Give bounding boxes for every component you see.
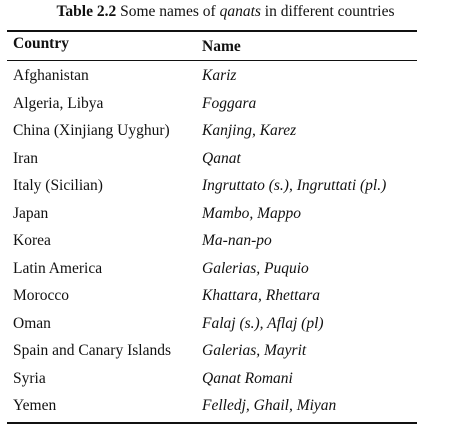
table-row bbox=[0, 284, 451, 312]
table-row bbox=[0, 64, 451, 92]
caption-text-after: in different countries bbox=[260, 3, 395, 20]
name-cell: Khattara, Rhettara bbox=[202, 287, 320, 304]
country-cell: Oman bbox=[13, 314, 51, 332]
country-cell: Iran bbox=[13, 149, 38, 167]
table-row bbox=[0, 174, 451, 202]
table-caption bbox=[0, 3, 451, 21]
name-cell: Mambo, Mappo bbox=[202, 204, 302, 222]
table-row bbox=[0, 229, 451, 257]
table-row bbox=[0, 394, 451, 422]
name-cell: Ma-nan-po bbox=[202, 232, 272, 249]
table-row bbox=[0, 339, 451, 367]
table-bottom-rule bbox=[7, 422, 417, 424]
name-cell: Kariz bbox=[202, 67, 237, 84]
name-cell: Galerias, Mayrit bbox=[202, 342, 307, 359]
country-cell: Spain and Canary Islands bbox=[13, 342, 171, 359]
table-row bbox=[0, 202, 451, 230]
table-row bbox=[0, 312, 451, 340]
country-cell: Morocco bbox=[13, 287, 69, 304]
table-body bbox=[0, 64, 451, 422]
country-cell: Japan bbox=[13, 204, 49, 222]
country-cell: China (Xinjiang Uyghur) bbox=[13, 122, 170, 139]
table-row bbox=[0, 92, 451, 120]
table-row bbox=[0, 147, 451, 175]
table-top-rule bbox=[7, 30, 417, 32]
column-header-country: Country bbox=[13, 35, 69, 52]
country-cell: Italy (Sicilian) bbox=[13, 177, 103, 194]
table-row bbox=[0, 257, 451, 285]
name-cell: Galerias, Puquio bbox=[202, 259, 309, 277]
caption-emphasis: qanats bbox=[219, 3, 261, 20]
name-cell: Foggara bbox=[202, 94, 257, 112]
country-cell: Afghanistan bbox=[13, 67, 89, 84]
country-cell: Korea bbox=[13, 232, 51, 249]
country-cell: Latin America bbox=[13, 259, 103, 277]
country-cell: Yemen bbox=[13, 397, 57, 414]
name-cell: Qanat bbox=[202, 149, 241, 167]
table-header-rule bbox=[7, 60, 417, 61]
name-cell: Felledj, Ghail, Miyan bbox=[202, 397, 337, 414]
table-row bbox=[0, 119, 451, 147]
column-header-name: Name bbox=[202, 38, 241, 55]
caption-text-before: Some names of bbox=[116, 3, 220, 20]
name-cell: Falaj (s.), Aflaj (pl) bbox=[202, 314, 324, 332]
country-cell: Algeria, Libya bbox=[13, 94, 104, 112]
country-cell: Syria bbox=[13, 369, 46, 387]
name-cell: Ingruttato (s.), Ingruttati (pl.) bbox=[202, 177, 387, 194]
name-cell: Qanat Romani bbox=[202, 369, 293, 387]
name-cell: Kanjing, Karez bbox=[202, 122, 297, 139]
table-row bbox=[0, 367, 451, 395]
table-number: Table 2.2 bbox=[56, 3, 117, 20]
